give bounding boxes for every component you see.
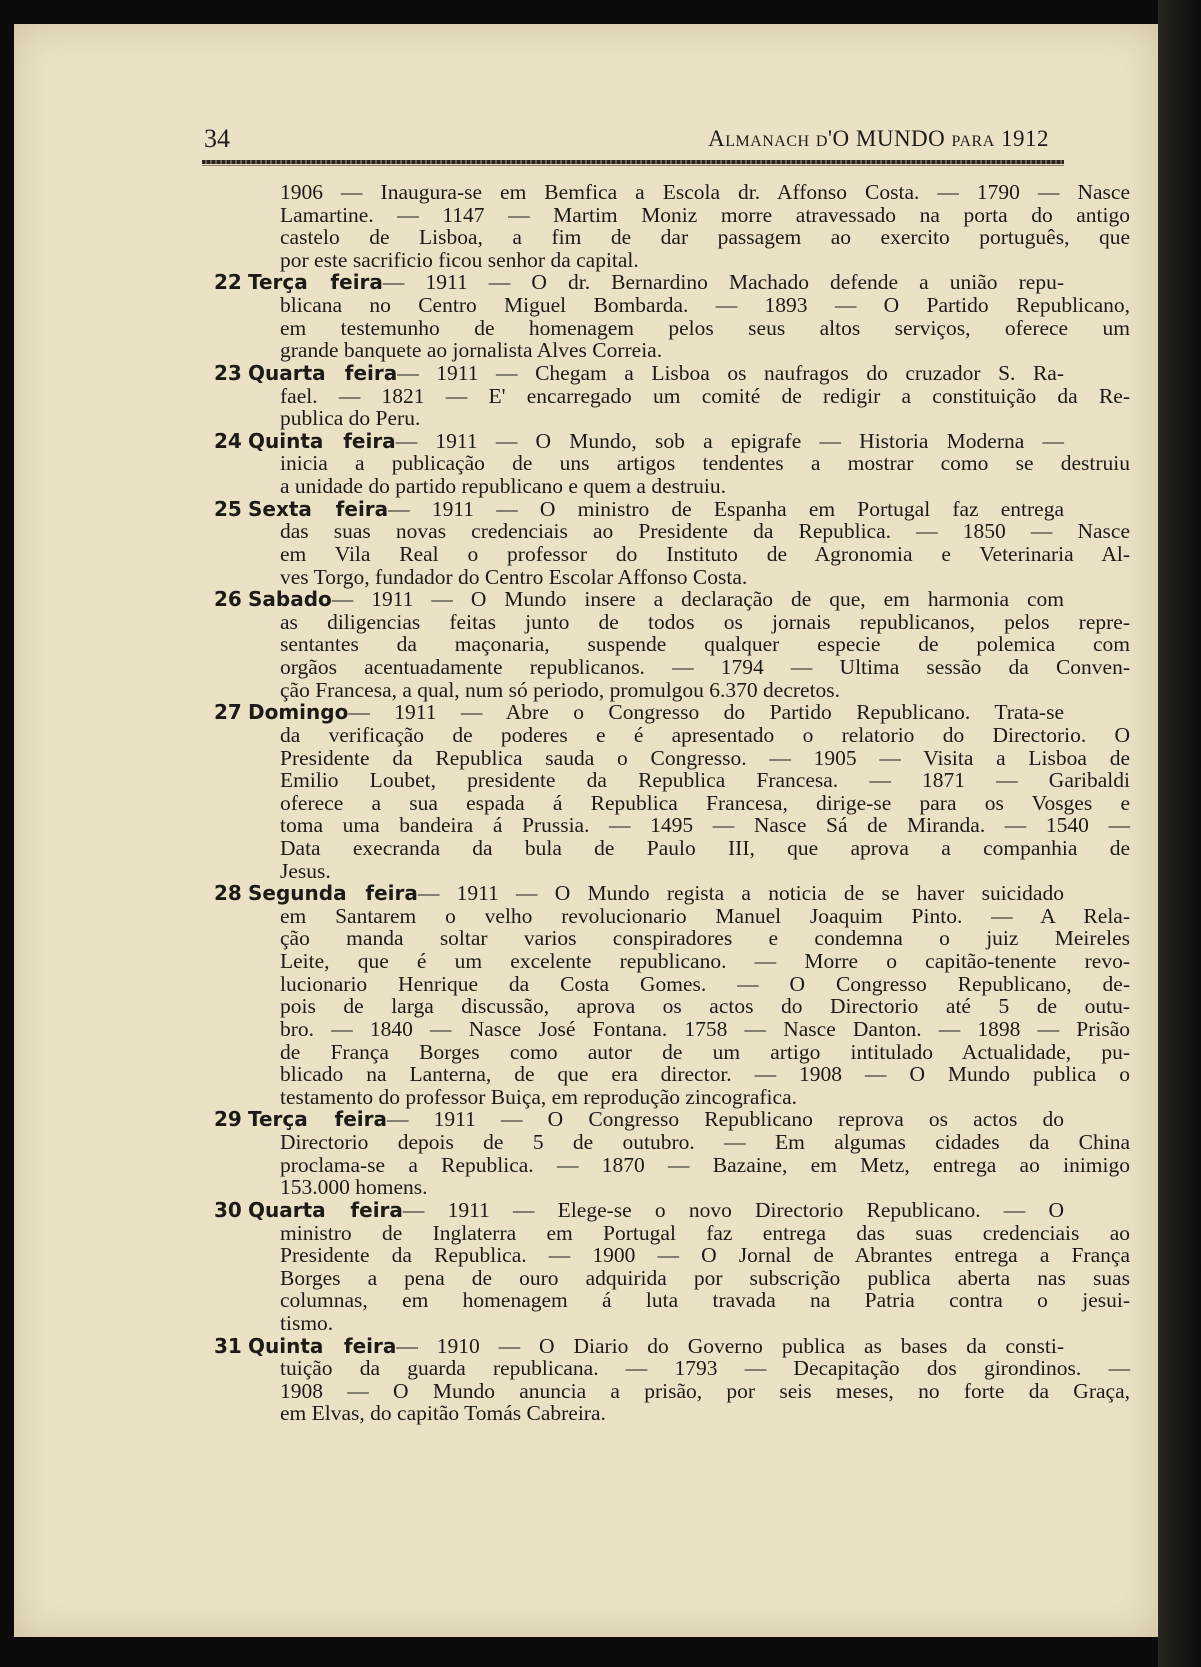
entry-line <box>280 611 1130 633</box>
day-entry-header <box>214 271 1064 293</box>
line-text: — 1910 — O Diario do Governo publica as bases da consti- <box>396 1333 1064 1358</box>
intro-line <box>280 226 1130 248</box>
weekday-label: Domingo <box>248 700 349 725</box>
entry-line <box>280 475 1130 497</box>
line-text: lucionario Henrique da Costa Gomes. — O Congresso Republicano, de- <box>280 971 1130 996</box>
running-head-title: MUNDO <box>855 126 946 151</box>
line-text: inicia a publicação de uns artigos tendentes a mostrar como se destruiu <box>280 451 1130 476</box>
line-text: Data execranda da bula de Paulo III, que aprova a companhia de <box>280 835 1130 860</box>
line-text: Lamartine. — 1147 — Martim Moniz morre atravessado na porta do antigo <box>280 202 1130 227</box>
line-text: Borges a pena de ouro adquirida por subscrição publica aberta nas suas <box>280 1265 1130 1290</box>
line-text: tuição da guarda republicana. — 1793 — Decapitação dos girondinos. — <box>280 1356 1130 1381</box>
header-rule <box>202 160 1064 164</box>
entry-line <box>280 1380 1130 1402</box>
line-text: 1908 — O Mundo anuncia a prisão, por seis meses, no forte da Graça, <box>280 1378 1130 1403</box>
day-entry-header <box>214 430 1064 452</box>
line-text: blicado na Lanterna, de que era director. — 1908 — O Mundo publica o <box>280 1062 1130 1087</box>
entry-line <box>280 1154 1130 1176</box>
day-entry-header <box>214 882 1064 904</box>
line-text: da verificação de poderes e é apresentado o relatorio do Directorio. O <box>280 722 1130 747</box>
running-head <box>708 126 1049 152</box>
day-entry-header <box>214 588 1064 610</box>
entry-line <box>280 520 1130 542</box>
line-text: tismo. <box>280 1311 334 1335</box>
day-number: 26 <box>214 587 242 612</box>
entry-line <box>280 1402 1130 1424</box>
header-rule-thin <box>202 165 1064 166</box>
entry-line <box>280 1018 1130 1040</box>
entry-line <box>280 905 1130 927</box>
line-text: 153.000 homens. <box>280 1175 428 1200</box>
entry-line <box>280 407 1130 429</box>
weekday-label: Quinta feira <box>248 428 396 453</box>
line-text: — 1911 — O Congresso Republicano reprova os actos do <box>387 1107 1064 1132</box>
line-text: a unidade do partido republicano e quem a destruiu. <box>280 474 726 499</box>
line-text: ção manda soltar varios conspiradores e condemna o juiz Meireles <box>280 926 1130 951</box>
line-text: bro. — 1840 — Nasce José Fontana. 1758 — Nasce Danton. — 1898 — Prisão <box>280 1016 1130 1041</box>
weekday-label: Quarta feira <box>248 1197 403 1222</box>
intro-line <box>280 249 1130 271</box>
entry-line <box>280 837 1130 859</box>
entry-line <box>280 1244 1130 1266</box>
entry-line <box>280 814 1130 836</box>
line-text: as diligencias feitas junto de todos os jornais republicanos, pelos repre- <box>280 609 1130 634</box>
day-number: 25 <box>214 496 242 521</box>
page-edge-shadow <box>1158 0 1201 1667</box>
page-number: 34 <box>204 124 230 153</box>
entry-line <box>280 747 1130 769</box>
entry-line <box>280 679 1130 701</box>
line-text: das suas novas credenciais ao Presidente da Republica. — 1850 — Nasce <box>280 519 1130 544</box>
day-number: 29 <box>214 1107 242 1132</box>
entry-line <box>280 995 1130 1017</box>
entry-line <box>280 317 1130 339</box>
weekday-label: Sabado <box>248 587 332 612</box>
line-text: publica do Peru. <box>280 406 421 431</box>
entry-line <box>280 769 1130 791</box>
line-text: 1906 — Inaugura-se em Bemfica a Escola dr. Affonso Costa. — 1790 — Nasce <box>280 180 1130 204</box>
line-text: — 1911 — Chegam a Lisboa os naufragos do cruzador S. Ra- <box>397 360 1064 385</box>
entry-line <box>280 1041 1130 1063</box>
day-entry-header <box>214 362 1064 384</box>
entry-line <box>280 1086 1130 1108</box>
line-text: — 1911 — Abre o Congresso do Partido Republicano. Trata-se <box>348 700 1064 725</box>
day-entry-header <box>214 701 1064 723</box>
entry-line <box>280 566 1130 588</box>
line-text: Directorio depois de 5 de outubro. — Em algumas cidades da China <box>280 1130 1130 1155</box>
line-text: oferece a sua espada á Republica Francesa, dirige-se para os Vosges e <box>280 790 1130 815</box>
running-head-suffix: para 1912 <box>945 126 1049 151</box>
entry-line <box>280 294 1130 316</box>
line-text: ves Torgo, fundador do Centro Escolar Affonso Costa. <box>280 564 748 589</box>
weekday-label: Terça feira <box>248 1107 387 1132</box>
entry-line <box>280 973 1130 995</box>
line-text: em Vila Real o professor do Instituto de Agronomia e Veterinaria Al- <box>280 541 1130 566</box>
day-number: 22 <box>214 270 242 295</box>
day-number: 30 <box>214 1197 242 1222</box>
line-text: ministro de Inglaterra em Portugal faz entrega das suas credenciais ao <box>280 1220 1130 1245</box>
day-number: 28 <box>214 881 242 906</box>
running-head-prefix: Almanach d'O <box>708 126 856 151</box>
line-text: Presidente da Republica sauda o Congresso. — 1905 — Visita a Lisboa de <box>280 745 1130 770</box>
line-text: pois de larga discussão, aprova os actos do Directorio até 5 de outu- <box>280 994 1130 1019</box>
line-text: orgãos acentuadamente republicanos. — 1794 — Ultima sessão da Conven- <box>280 655 1130 680</box>
day-entry-header <box>214 1199 1064 1221</box>
entry-line <box>280 543 1130 565</box>
line-text: ção Francesa, a qual, num só periodo, promulgou 6.370 decretos. <box>280 677 841 702</box>
line-text: por este sacrificio ficou senhor da capital. <box>280 247 639 272</box>
entry-line <box>280 339 1130 361</box>
line-text: Emilio Loubet, presidente da Republica Francesa. — 1871 — Garibaldi <box>280 768 1130 793</box>
entry-line <box>280 792 1130 814</box>
line-text: columnas, em homenagem á luta travada na Patria contra o jesui- <box>280 1288 1130 1313</box>
line-text: sentantes da maçonaria, suspende qualquer especie de polemica com <box>280 632 1130 657</box>
entry-line <box>280 1063 1130 1085</box>
entry-line <box>280 1267 1130 1289</box>
line-text: — 1911 — O Mundo insere a declaração de que, em harmonia com <box>331 587 1064 612</box>
entry-line <box>280 452 1130 474</box>
day-number: 31 <box>214 1333 242 1358</box>
line-text: fael. — 1821 — E' encarregado um comité de redigir a constituição da Re- <box>280 383 1130 408</box>
line-text: em testemunho de homenagem pelos seus altos serviços, oferece um <box>280 315 1130 340</box>
line-text: — 1911 — O Mundo regista a noticia de se haver suicidado <box>417 881 1064 906</box>
day-number: 27 <box>214 700 242 725</box>
weekday-label: Quarta feira <box>248 360 398 385</box>
almanac-page <box>14 24 1158 1637</box>
entry-line <box>280 860 1130 882</box>
line-text: grande banquete ao jornalista Alves Correia. <box>280 338 663 363</box>
entry-line <box>280 1289 1130 1311</box>
line-text: testamento do professor Buiça, em reprodução zincografica. <box>280 1084 797 1109</box>
line-text: — 1911 — O dr. Bernardino Machado defende a união repu- <box>382 270 1064 295</box>
day-number: 24 <box>214 428 242 453</box>
line-text: em Elvas, do capitão Tomás Cabreira. <box>280 1401 606 1426</box>
line-text: Jesus. <box>280 858 331 883</box>
day-number: 23 <box>214 360 242 385</box>
weekday-label: Terça feira <box>248 270 383 295</box>
line-text: toma uma bandeira á Prussia. — 1495 — Nasce Sá de Miranda. — 1540 — <box>280 813 1130 838</box>
weekday-label: Quinta feira <box>248 1333 397 1358</box>
line-text: — 1911 — O ministro de Espanha em Portugal faz entrega <box>388 496 1065 521</box>
line-text: Presidente da Republica. — 1900 — O Jornal de Abrantes entrega a França <box>280 1243 1130 1268</box>
entry-line <box>280 927 1130 949</box>
day-entry-header <box>214 1108 1064 1130</box>
intro-line <box>280 204 1130 226</box>
entry-line <box>280 1357 1130 1379</box>
entry-line <box>280 656 1130 678</box>
line-text: proclama-se a Republica. — 1870 — Bazaine, em Metz, entrega ao inimigo <box>280 1152 1130 1177</box>
entry-line <box>280 1312 1130 1334</box>
intro-line <box>280 181 1130 203</box>
entry-line <box>280 1131 1130 1153</box>
line-text: de França Borges como autor de um artigo intitulado Actualidade, pu- <box>280 1039 1130 1064</box>
entry-line <box>280 385 1130 407</box>
day-entry-header <box>214 498 1064 520</box>
weekday-label: Sexta feira <box>248 496 389 521</box>
weekday-label: Segunda feira <box>248 881 418 906</box>
entry-line <box>280 724 1130 746</box>
entry-line <box>280 1176 1130 1198</box>
line-text: castelo de Lisboa, a fim de dar passagem ao exercito português, que <box>280 225 1130 250</box>
line-text: — 1911 — O Mundo, sob a epigrafe — Historia Moderna — <box>395 428 1064 453</box>
entry-line <box>280 1222 1130 1244</box>
entry-line <box>280 633 1130 655</box>
line-text: em Santarem o velho revolucionario Manuel Joaquim Pinto. — A Rela- <box>280 903 1130 928</box>
entry-line <box>280 950 1130 972</box>
day-entry-header <box>214 1335 1064 1357</box>
line-text: Leite, que é um excelente republicano. — Morre o capitão-tenente revo- <box>280 949 1130 974</box>
line-text: — 1911 — Elege-se o novo Directorio Republicano. — O <box>402 1197 1064 1222</box>
line-text: blicana no Centro Miguel Bombarda. — 1893 — O Partido Republicano, <box>280 293 1130 318</box>
